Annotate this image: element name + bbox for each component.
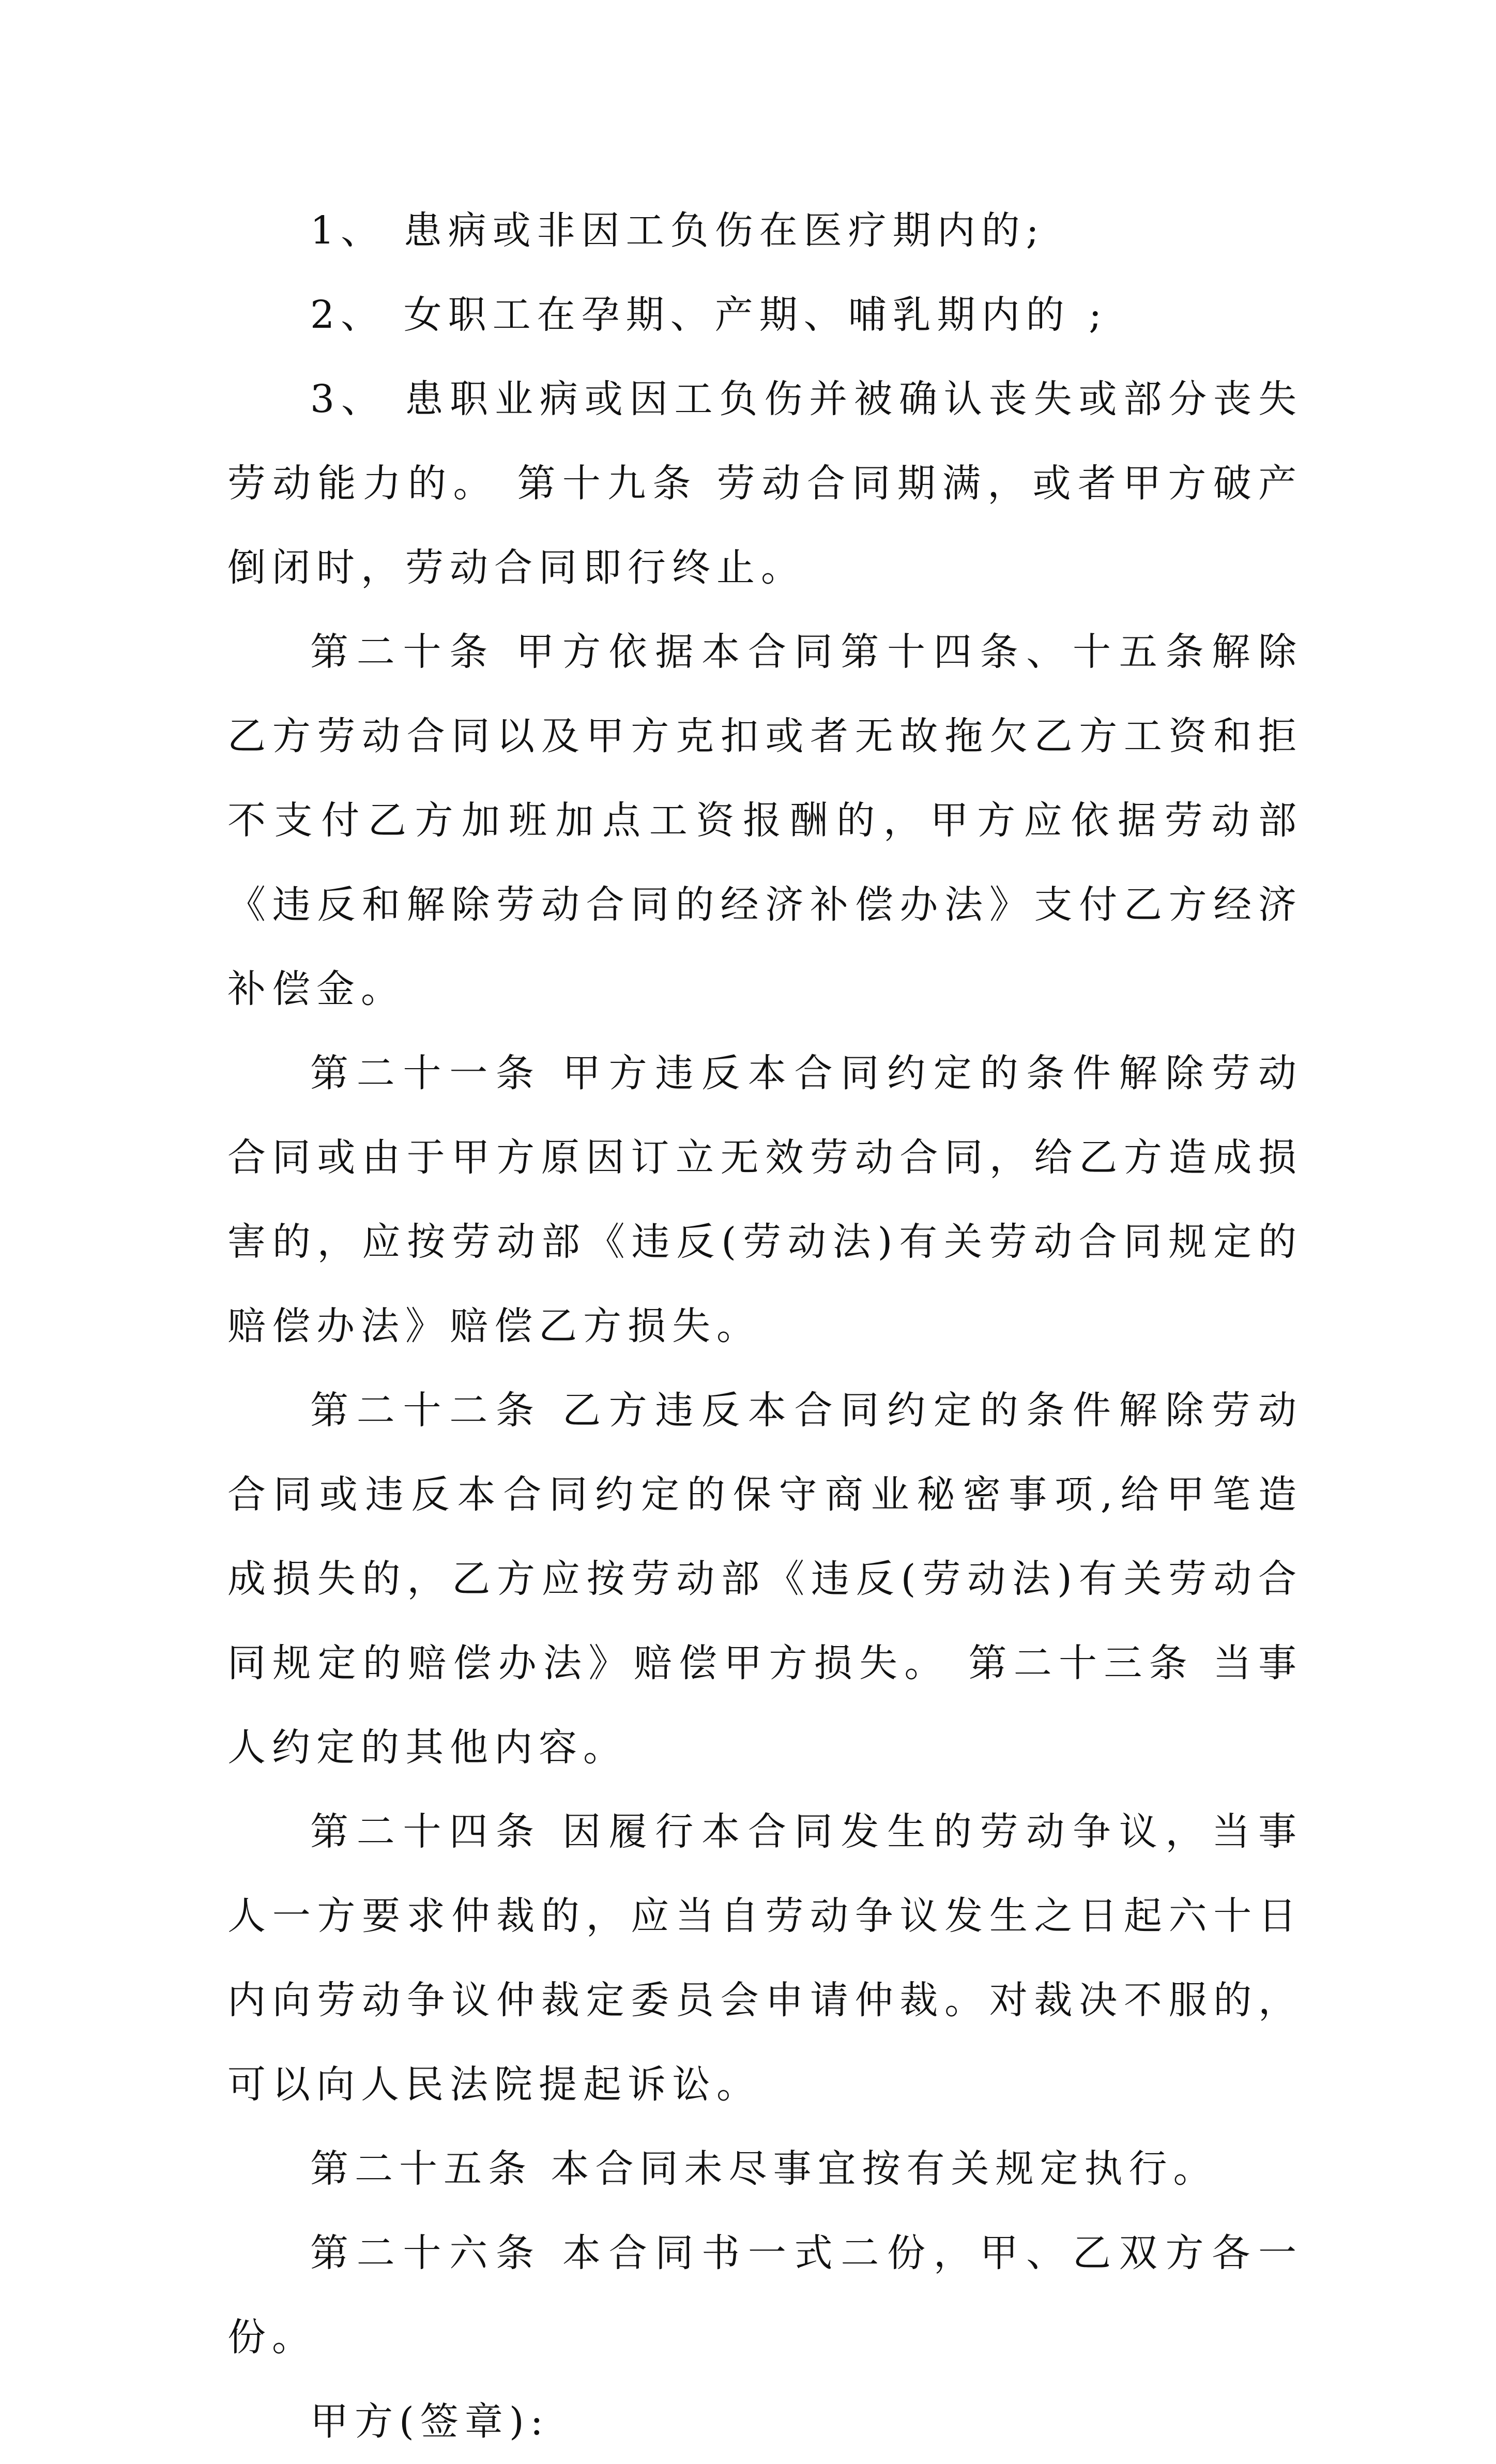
signature-line-party-a: 甲方(签章): xyxy=(310,2399,549,2444)
paragraph-article-22-23: 第二十二条 乙方违反本合同约定的条件解除劳动合同或违反本合同约定的保守商业秘密事项,给甲笔造成损失的，乙方应按劳动部《违反(劳动法)有关劳动合同规定的赔偿办法》赔偿甲方损失。 第二十三条 当事人约定的其他内容。 xyxy=(227,1388,1303,1770)
list-item-2: 2、 女职工在孕期、产期、哺乳期内的 ; xyxy=(310,293,1108,337)
paragraph-item-3-article-19: 3、 患职业病或因工负伤并被确认丧失或部分丧失劳动能力的。 第十九条 劳动合同期满，或者甲方破产倒闭时，劳动合同即行终止。 xyxy=(227,377,1303,590)
list-item-1: 1、 患病或非因工负伤在医疗期内的; xyxy=(310,208,1045,253)
paragraph-article-26: 第二十六条 本合同书一式二份，甲、乙双方各一份。 xyxy=(227,2231,1303,2360)
paragraph-article-24: 第二十四条 因履行本合同发生的劳动争议，当事人一方要求仲裁的，应当自劳动争议发生之日起六十日内向劳动争议仲裁定委员会申请仲裁。对裁决不服的，可以向人民法院提起诉讼。 xyxy=(227,1809,1303,2107)
paragraph-article-21: 第二十一条 甲方违反本合同约定的条件解除劳动合同或由于甲方原因订立无效劳动合同，给乙方造成损害的，应按劳动部《违反(劳动法)有关劳动合同规定的赔偿办法》赔偿乙方损失。 xyxy=(227,1051,1303,1348)
paragraph-article-25: 第二十五条 本合同未尽事宜按有关规定执行。 xyxy=(310,2147,1218,2191)
paragraph-article-20: 第二十条 甲方依据本合同第十四条、十五条解除乙方劳动合同以及甲方克扣或者无故拖欠乙方工资和拒不支付乙方加班加点工资报酬的，甲方应依据劳动部《违反和解除劳动合同的经济补偿办法》支付乙方经济补偿金。 xyxy=(227,630,1303,1011)
document-body xyxy=(227,189,1303,2464)
